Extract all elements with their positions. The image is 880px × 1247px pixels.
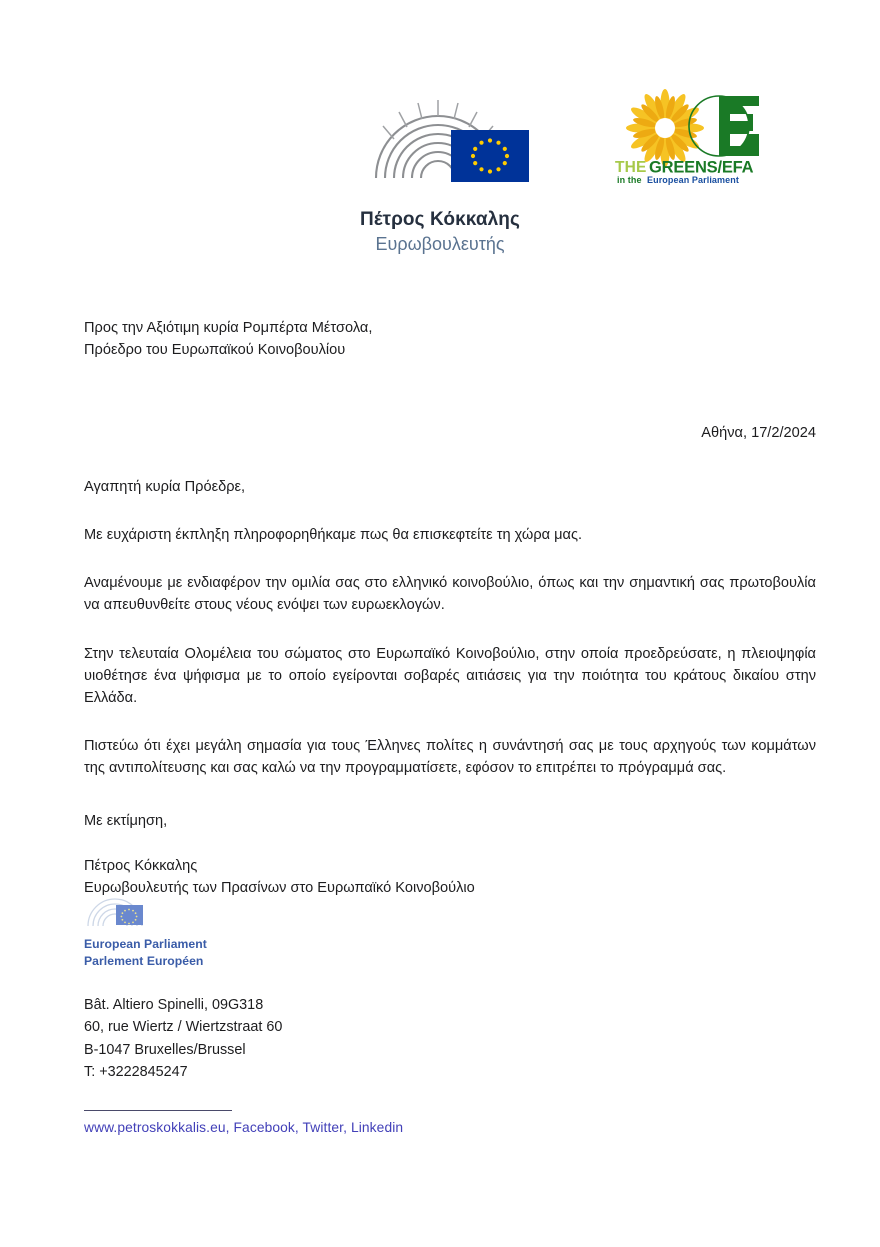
letter-date: Αθήνα, 17/2/2024 bbox=[701, 424, 816, 441]
letter-paragraph-2: Αναμένουμε με ενδιαφέρον την ομιλία σας στο ελληνικό κοινοβούλιο, όπως και την σημαντική σας πρωτοβουλία να απευθυνθείτε στους νέους ενόψει των ευρωεκλογών. bbox=[84, 575, 816, 614]
recipient-line-2: Πρόεδρο του Ευρωπαϊκού Κοινοβουλίου bbox=[84, 341, 346, 358]
mep-role: Ευρωβουλευτής bbox=[375, 233, 505, 254]
letter-footer bbox=[84, 888, 816, 1135]
letter-closing: Με εκτίμηση, bbox=[84, 812, 168, 829]
european-parliament-footer-name bbox=[84, 936, 816, 970]
svg-text:European Parliament: European Parliament bbox=[647, 175, 739, 185]
letter-paragraph-1: Με ευχάριστη έκπληξη πληροφορηθήκαμε πως θα επισκεφτείτε τη χώρα μας. bbox=[84, 527, 583, 544]
footer-divider bbox=[84, 1110, 232, 1111]
mep-identity-block bbox=[0, 208, 880, 256]
mep-name: Πέτρος Κόκκαλης bbox=[360, 209, 520, 230]
address-line-2: 60, rue Wiertz / Wiertzstraat 60 bbox=[84, 1019, 283, 1036]
letterhead-logos bbox=[0, 92, 880, 202]
letter-paragraph-3: Στην τελευταία Ολομέλεια του σώματος στο Ευρωπαϊκό Κοινοβούλιο, στην οποία προεδρεύσατε, η πλειοψηφία υιοθέτησε ένα ψήφισμα με το οποίο εγείρονται σοβαρές αιτιάσεις για την ποιότητα του κράτους δικαίου στην Ελλάδα. bbox=[84, 645, 816, 706]
signature-name: Πέτρος Κόκκαλης bbox=[84, 857, 198, 874]
address-line-1: Bât. Altiero Spinelli, 09G318 bbox=[84, 996, 264, 1013]
address-line-3: B-1047 Bruxelles/Brussel bbox=[84, 1041, 246, 1058]
european-parliament-footer-logo bbox=[84, 888, 146, 930]
ep-name-french: Parlement Européen bbox=[84, 953, 204, 968]
svg-text:GREENS/EFA: GREENS/EFA bbox=[649, 158, 754, 177]
office-address bbox=[84, 994, 816, 1084]
letter-body bbox=[84, 318, 816, 899]
recipient-address bbox=[84, 318, 816, 362]
svg-text:in the: in the bbox=[617, 175, 642, 185]
greens-efa-wordmark bbox=[615, 159, 754, 186]
footer-links[interactable]: www.petroskokkalis.eu, Facebook, Twitter, Linkedin bbox=[84, 1119, 404, 1135]
signature-title: Ευρωβουλευτής των Πρασίνων στο Ευρωπαϊκό Κοινοβούλιο bbox=[84, 879, 475, 896]
sunflower-icon bbox=[626, 89, 704, 167]
greens-efa-logo bbox=[607, 88, 787, 188]
european-parliament-logo bbox=[366, 92, 541, 184]
recipient-line-1: Προς την Αξιότιμη κυρία Ρομπέρτα Μέτσολα, bbox=[84, 320, 373, 336]
letter-paragraph-4: Πιστεύω ότι έχει μεγάλη σημασία για τους Έλληνες πολίτες η συνάντησή σας με τους αρχηγούς των κομμάτων της αντιπολίτευσης και σας καλώ να την προγραμματίσετε, εφόσον το επιτρέπει το πρόγραμμά σας. bbox=[84, 738, 816, 777]
address-phone: T: +3222845247 bbox=[84, 1064, 188, 1081]
svg-text:THE: THE bbox=[615, 159, 647, 176]
ep-name-english: European Parliament bbox=[84, 937, 207, 951]
letter-salutation: Αγαπητή κυρία Πρόεδρε, bbox=[84, 478, 246, 495]
